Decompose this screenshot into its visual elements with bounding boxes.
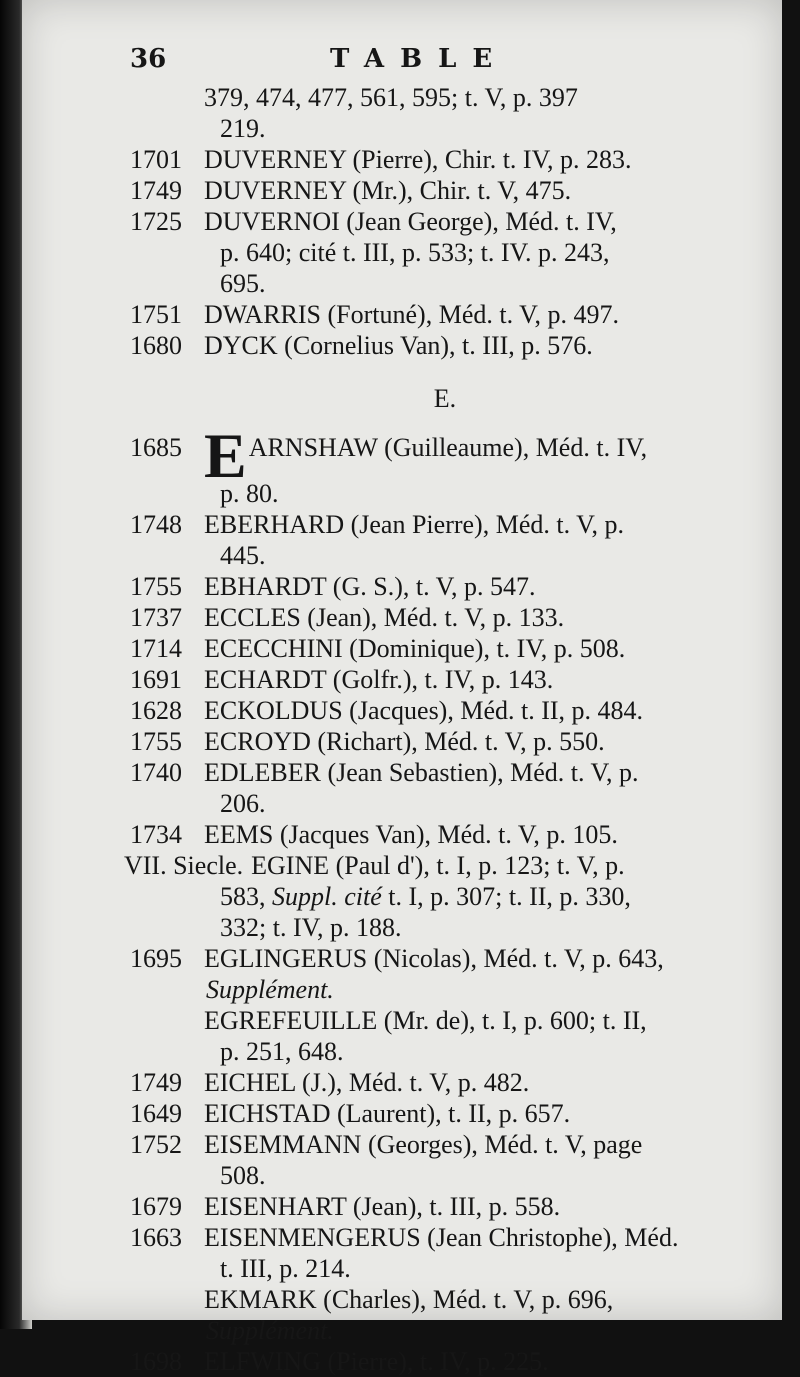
entry-text: EGREFEUILLE (Mr. de), t. I, p. 600; t. II,	[204, 1006, 647, 1035]
entry-year: 1680	[130, 331, 182, 360]
entry-text: DUVERNOI (Jean George), Méd. t. IV,	[204, 207, 617, 236]
index-entry	[130, 1191, 760, 1222]
entry-text: EISENHART (Jean), t. III, p. 558.	[204, 1192, 561, 1221]
index-entry	[130, 1346, 760, 1377]
entry-century-prefix: VII. Siecle.	[124, 851, 244, 880]
entry-year: 1748	[130, 510, 182, 539]
index-entry	[130, 1067, 760, 1098]
entry-year: 1695	[130, 944, 182, 973]
entry-year: 1701	[130, 145, 182, 174]
entry-text: ELFWING (Pierre), t. IV, p. 225.	[204, 1347, 549, 1376]
entry-year: 1649	[130, 1099, 182, 1128]
drop-cap: E	[204, 420, 247, 491]
entry-year: 1737	[130, 603, 182, 632]
entry-continuation: Supplément.	[206, 1316, 334, 1345]
entry-text: ECKOLDUS (Jacques), Méd. t. II, p. 484.	[204, 696, 644, 725]
index-entry	[130, 633, 760, 664]
entry-text: ECCLES (Jean), Méd. t. V, p. 133.	[204, 603, 565, 632]
entry-year: 1679	[130, 1192, 182, 1221]
entry-cont-part: 583,	[220, 882, 266, 911]
index-entry	[130, 206, 760, 237]
index-entry-egine	[124, 850, 760, 881]
entry-continuation: 332; t. IV, p. 188.	[220, 913, 402, 942]
entry-text: EICHSTAD (Laurent), t. II, p. 657.	[204, 1099, 571, 1128]
index-entry	[130, 1129, 760, 1160]
index-entry	[130, 602, 760, 633]
entry-year: 1725	[130, 207, 182, 236]
entry-year: 1685	[130, 433, 182, 462]
entry-text-rest: ARNSHAW (Guilleaume), Méd. t. IV,	[248, 433, 648, 462]
entry-continuation: 695.	[220, 269, 266, 298]
entry-text: EGINE (Paul d'), t. I, p. 123; t. V, p.	[251, 851, 625, 880]
entry-year: 1734	[130, 820, 182, 849]
entry-text: DUVERNEY (Mr.), Chir. t. V, 475.	[204, 176, 572, 205]
entry-text: DWARRIS (Fortuné), Méd. t. V, p. 497.	[204, 300, 620, 329]
entry-text: EISEMMANN (Georges), Méd. t. V, page	[204, 1130, 643, 1159]
entry-year: 1691	[130, 665, 182, 694]
index-entry	[130, 330, 760, 361]
entry-text: DYCK (Cornelius Van), t. III, p. 576.	[204, 331, 593, 360]
entry-text: EBERHARD (Jean Pierre), Méd. t. V, p.	[204, 510, 625, 539]
entry-continuation: 206.	[220, 789, 266, 818]
entry-continuation: t. III, p. 214.	[220, 1254, 351, 1283]
index-entry	[130, 695, 760, 726]
entry-text: ECHARDT (Golfr.), t. IV, p. 143.	[204, 665, 554, 694]
entry-continuation: p. 640; cité t. III, p. 533; t. IV. p. 243,	[220, 238, 610, 267]
index-entry	[130, 144, 760, 175]
entry-text: EDLEBER (Jean Sebastien), Méd. t. V, p.	[204, 758, 639, 787]
index-entry	[130, 299, 760, 330]
entry-text: ECROYD (Richart), Méd. t. V, p. 550.	[204, 727, 605, 756]
entry-continuation: Supplément.	[206, 975, 334, 1004]
index-entry	[130, 175, 760, 206]
page-header	[130, 44, 730, 84]
entry-continuation	[130, 881, 760, 912]
entry-continuation: p. 80.	[220, 479, 279, 508]
entry-text: EISENMENGERUS (Jean Christophe), Méd.	[204, 1223, 679, 1252]
entry-continuation: 219.	[220, 114, 266, 143]
section-letter: E.	[433, 384, 457, 413]
entry-year: 1755	[130, 727, 182, 756]
entry-continuation: 445.	[220, 541, 266, 570]
index-entry	[130, 1222, 760, 1253]
index-entries	[124, 82, 760, 1377]
entry-cont-italic: Suppl. cité	[272, 882, 382, 911]
page-number: 36	[130, 44, 167, 74]
entry-year: 1751	[130, 300, 182, 329]
index-entry	[130, 726, 760, 757]
entry-text: EKMARK (Charles), Méd. t. V, p. 696,	[204, 1285, 614, 1314]
index-entry	[130, 943, 760, 974]
index-entry	[130, 1005, 760, 1036]
index-entry	[130, 571, 760, 602]
index-entry	[130, 82, 760, 113]
entry-year: 1663	[130, 1223, 182, 1252]
entry-year: 1698	[130, 1347, 182, 1376]
index-entry	[130, 1098, 760, 1129]
entry-year: 1749	[130, 1068, 182, 1097]
index-entry	[130, 757, 760, 788]
entry-text: 379, 474, 477, 561, 595; t. V, p. 397	[204, 83, 578, 112]
entry-text: EBHARDT (G. S.), t. V, p. 547.	[204, 572, 536, 601]
entry-text: EGLINGERUS (Nicolas), Méd. t. V, p. 643,	[204, 944, 664, 973]
index-entry	[130, 509, 760, 540]
index-entry	[130, 819, 760, 850]
entry-text	[204, 420, 760, 491]
entry-year: 1749	[130, 176, 182, 205]
index-entry	[130, 1284, 760, 1315]
entry-year: 1714	[130, 634, 182, 663]
entry-year: 1740	[130, 758, 182, 787]
running-title: TABLE	[330, 44, 509, 74]
entry-text: EEMS (Jacques Van), Méd. t. V, p. 105.	[204, 820, 618, 849]
index-entry-dropcap	[130, 420, 760, 491]
entry-continuation: p. 251, 648.	[220, 1037, 344, 1066]
entry-continuation: 508.	[220, 1161, 266, 1190]
entry-text: DUVERNEY (Pierre), Chir. t. IV, p. 283.	[204, 145, 632, 174]
entry-text: ECECCHINI (Dominique), t. IV, p. 508.	[204, 634, 626, 663]
entry-year: 1752	[130, 1130, 182, 1159]
entry-year: 1755	[130, 572, 182, 601]
entry-text: EICHEL (J.), Méd. t. V, p. 482.	[204, 1068, 530, 1097]
entry-cont-part: t. I, p. 307; t. II, p. 330,	[388, 882, 631, 911]
entry-year: 1628	[130, 696, 182, 725]
index-entry	[130, 664, 760, 695]
